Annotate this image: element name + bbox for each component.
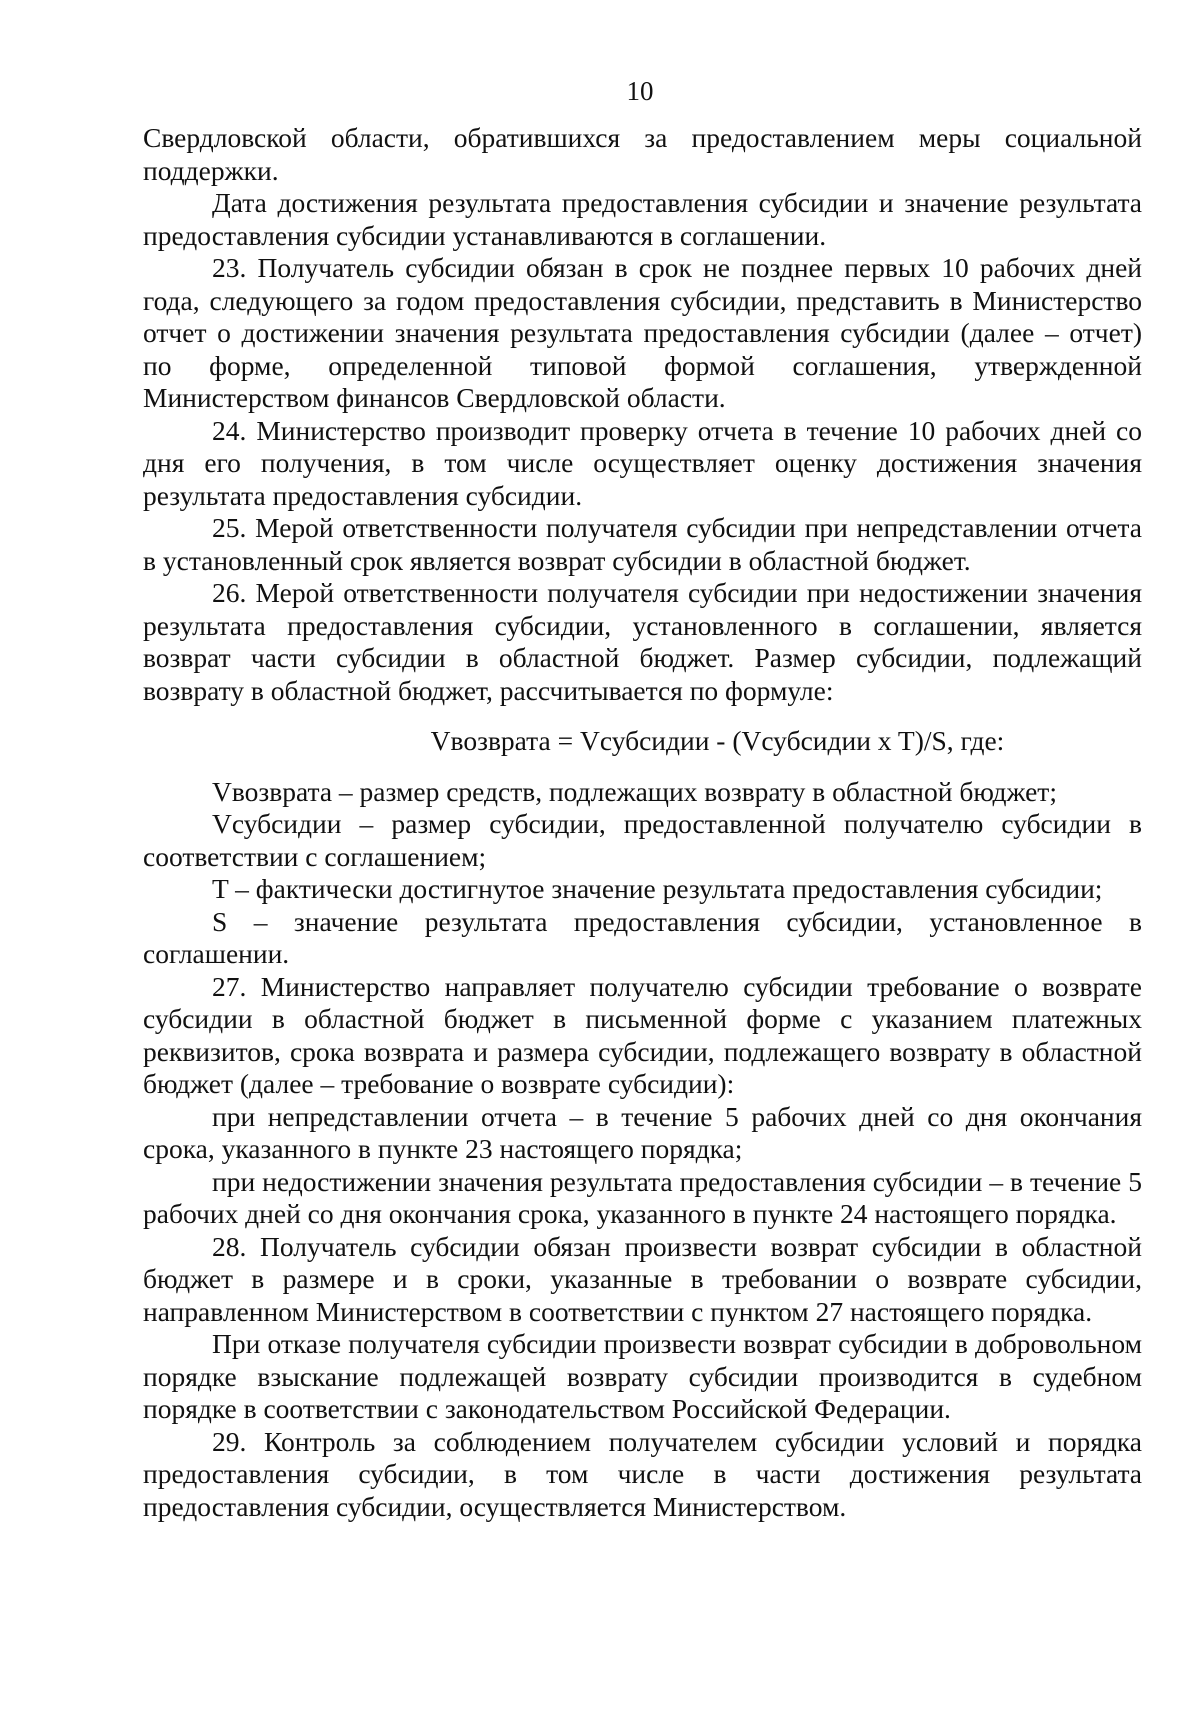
- formula-definition-t: T – фактически достигнутое значение результата предоставления субсидии;: [212, 873, 1103, 904]
- document-body: [143, 122, 1142, 1523]
- paragraph-item-28: 28. Получатель субсидии обязан произвести возврат субсидии в областной бюджет в размере и в сроки, указанные в требовании о возврате субсидии, направленном Министерством в соответствии с пунктом 27 настоящего порядка.: [143, 1230, 1142, 1327]
- paragraph-item-26: 26. Мерой ответственности получателя субсидии при недостижении значения результата предоставления субсидии, установленного в соглашении, является возврат части субсидии в областной бюджет. Размер субсидии, подлежащий возврату в областной бюджет, рассчитывается по формуле:: [143, 577, 1142, 706]
- paragraph-item-27: 27. Министерство направляет получателю субсидии требование о возврате субсидии в областной бюджет в письменной форме с указанием платежных реквизитов, срока возврата и размера субсидии, подлежащего возврату в областной бюджет (далее – требование о возврате субсидии):: [143, 970, 1142, 1099]
- paragraph-item-29: 29. Контроль за соблюдением получателем субсидии условий и порядка предоставления субсидии, в том числе в части достижения результата предоставления субсидии, осуществляется Министерством.: [143, 1425, 1142, 1522]
- formula-definition-s: S – значение результата предоставления субсидии, установленное в соглашении.: [143, 905, 1142, 969]
- paragraph-no-report: при непредставлении отчета – в течение 5 рабочих дней со дня окончания срока, указанного в пункте 23 настоящего порядка;: [143, 1100, 1142, 1164]
- paragraph-item-24: 24. Министерство производит проверку отчета в течение 10 рабочих дней со дня его получения, в том числе осуществляет оценку достижения значения результата предоставления субсидии.: [143, 414, 1142, 511]
- formula-definition-v-refund: Vвозврата – размер средств, подлежащих возврату в областной бюджет;: [212, 775, 1057, 807]
- paragraph-refusal: При отказе получателя субсидии произвести возврат субсидии в добровольном порядке взыскание подлежащей возврату субсидии производится в судебном порядке в соответствии с законодательством Российской Федерации.: [143, 1328, 1142, 1424]
- paragraph-item-25: 25. Мерой ответственности получателя субсидии при непредставлении отчета в установленный срок является возврат субсидии в областной бюджет.: [143, 512, 1142, 576]
- page-number: 10: [626, 76, 654, 106]
- formula-definition-v-subsidy: Vсубсидии – размер субсидии, предоставленной получателю субсидии в соответствии с соглашением;: [143, 808, 1142, 872]
- paragraph-result-date: Дата достижения результата предоставления субсидии и значение результата предоставления субсидии устанавливаются в соглашении.: [143, 187, 1142, 251]
- paragraph-not-achieved: при недостижении значения результата предоставления субсидии – в течение 5 рабочих дней со дня окончания срока, указанного в пункте 24 настоящего порядка.: [143, 1165, 1142, 1229]
- paragraph-continuation: Свердловской области, обратившихся за предоставлением меры социальной поддержки.: [143, 122, 1142, 186]
- refund-formula: Vвозврата = Vсубсидии - (Vсубсидии x T)/S, где:: [430, 725, 1005, 756]
- paragraph-item-23: 23. Получатель субсидии обязан в срок не позднее первых 10 рабочих дней года, следующего за годом предоставления субсидии, представить в Министерство отчет о достижении значения результата предоставления субсидии (далее – отчет) по форме, определенной типовой формой соглашения, утвержденной Министерством финансов Свердловской области.: [143, 252, 1142, 413]
